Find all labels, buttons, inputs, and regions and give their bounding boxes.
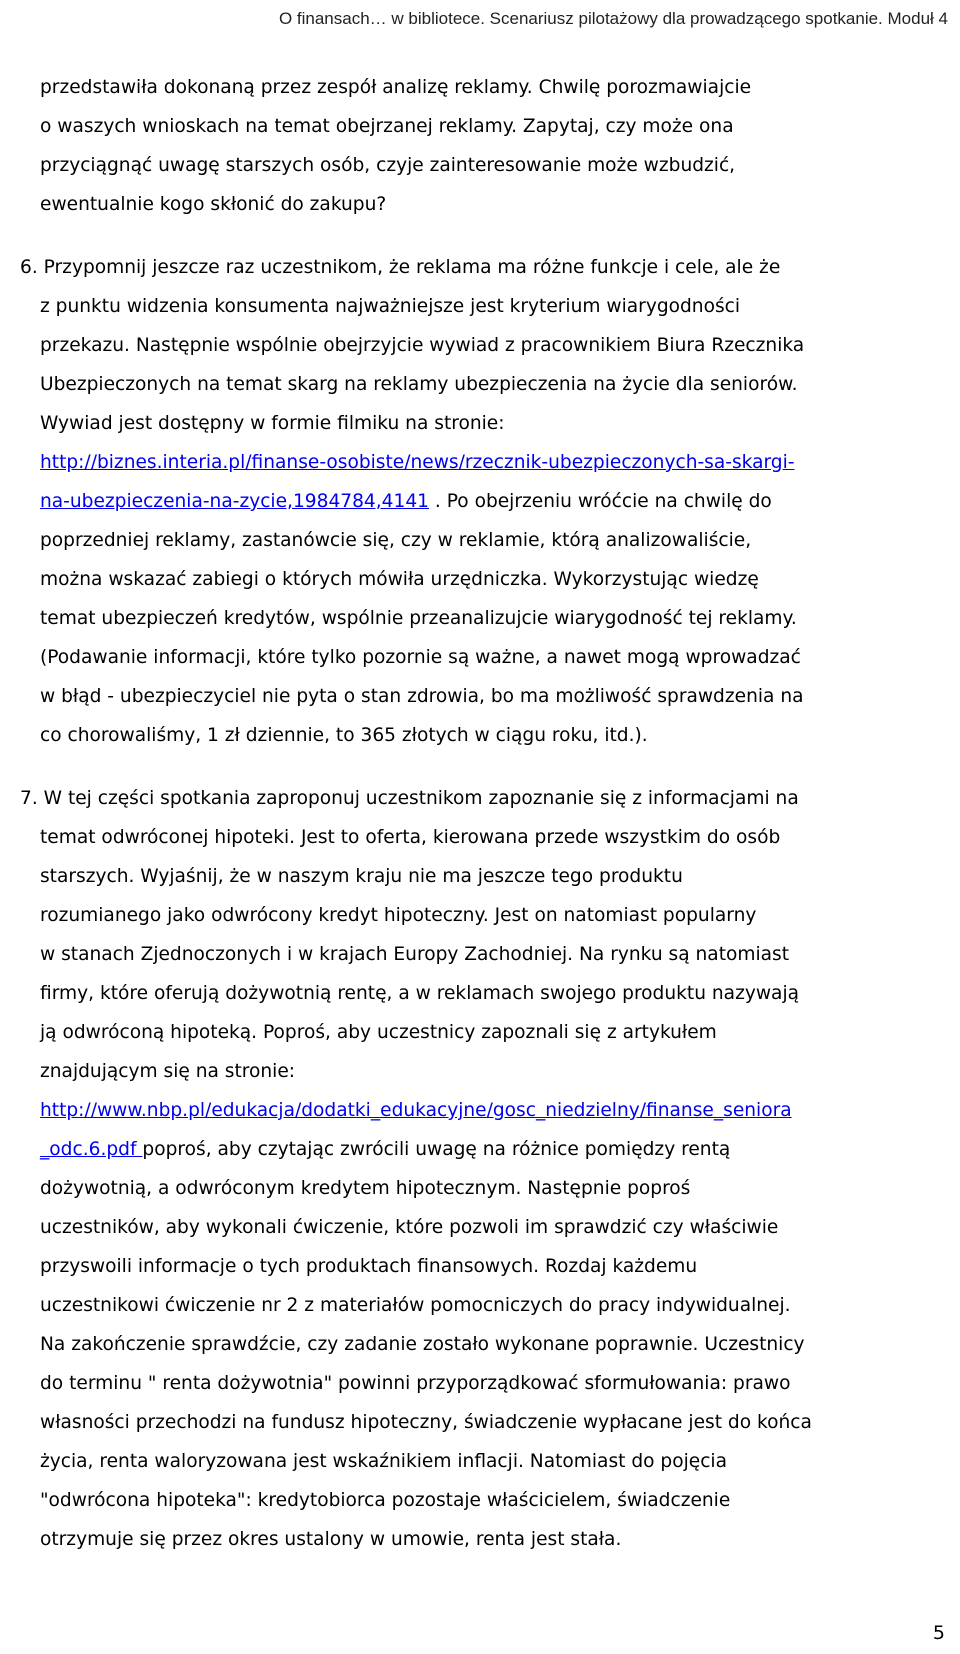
text-line: Ubezpieczonych na temat skarg na reklamy ubezpieczenia na życie dla seniorów. [40, 374, 798, 395]
text-line: temat ubezpieczeń kredytów, wspólnie przeanalizujcie wiarygodność tej reklamy. [40, 608, 797, 629]
interview-link-continued[interactable]: na-ubezpieczenia-na-zycie,1984784,4141 [40, 491, 429, 512]
text-line: Wywiad jest dostępny w formie filmiku na stronie: [40, 413, 505, 434]
text-line: ją odwróconą hipoteką. Poproś, aby uczestnicy zapoznali się z artykułem [40, 1022, 717, 1043]
text-line: otrzymuje się przez okres ustalony w umowie, renta jest stała. [40, 1529, 622, 1550]
running-header: O finansach… w bibliotece. Scenariusz pilotażowy dla prowadzącego spotkanie. Moduł 4 [278, 9, 948, 28]
text-line: poprzedniej reklamy, zastanówcie się, czy w reklamie, którą analizowaliście, [40, 530, 752, 551]
text-line: przyswoili informacje o tych produktach finansowych. Rozdaj każdemu [40, 1256, 698, 1277]
text-line: o waszych wnioskach na temat obejrzanej reklamy. Zapytaj, czy może ona [40, 116, 734, 137]
page-number: 5 [932, 1622, 945, 1644]
text-line: "odwrócona hipoteka": kredytobiorca pozostaje właścicielem, świadczenie [40, 1490, 731, 1511]
text-line: w stanach Zjednoczonych i w krajach Europy Zachodniej. Na rynku są natomiast [40, 944, 790, 965]
text-line: z punktu widzenia konsumenta najważniejsze jest kryterium wiarygodności [40, 296, 741, 317]
text-fragment: . Po obejrzeniu wróćcie na chwilę do [429, 491, 772, 512]
text-line: temat odwróconej hipoteki. Jest to oferta, kierowana przede wszystkim do osób [40, 827, 781, 848]
text-line: Na zakończenie sprawdźcie, czy zadanie zostało wykonane poprawnie. Uczestnicy [40, 1334, 805, 1355]
text-line: własności przechodzi na fundusz hipoteczny, świadczenie wypłacane jest do końca [40, 1412, 812, 1433]
article-link-continued[interactable]: _odc.6.pdf [40, 1139, 143, 1160]
text-line: 7. W tej części spotkania zaproponuj uczestnikom zapoznanie się z informacjami na [20, 788, 799, 809]
text-line [40, 490, 772, 514]
text-line: w błąd - ubezpieczyciel nie pyta o stan zdrowia, bo ma możliwość sprawdzenia na [40, 686, 804, 707]
text-line: dożywotnią, a odwróconym kredytem hipotecznym. Następnie poproś [40, 1178, 691, 1199]
text-line: znajdującym się na stronie: [40, 1061, 296, 1082]
text-line: starszych. Wyjaśnij, że w naszym kraju nie ma jeszcze tego produktu [40, 866, 683, 887]
text-line: (Podawanie informacji, które tylko pozornie są ważne, a nawet mogą wprowadzać [40, 647, 801, 668]
text-line: można wskazać zabiegi o których mówiła urzędniczka. Wykorzystując wiedzę [40, 569, 759, 590]
text-line: rozumianego jako odwrócony kredyt hipoteczny. Jest on natomiast popularny [40, 905, 757, 926]
interview-link[interactable]: http://biznes.interia.pl/finanse-osobiste/news/rzecznik-ubezpieczonych-sa-skargi- [40, 452, 795, 473]
text-line: 6. Przypomnij jeszcze raz uczestnikom, że reklama ma różne funkcje i cele, ale że [20, 257, 781, 278]
text-line: uczestnikowi ćwiczenie nr 2 z materiałów pomocniczych do pracy indywidualnej. [40, 1295, 791, 1316]
text-line: przedstawiła dokonaną przez zespół analizę reklamy. Chwilę porozmawiajcie [40, 77, 752, 98]
text-line: firmy, które oferują dożywotnią rentę, a w reklamach swojego produktu nazywają [40, 983, 800, 1004]
article-link[interactable]: http://www.nbp.pl/edukacja/dodatki_edukacyjne/gosc_niedzielny/finanse_seniora [40, 1100, 792, 1121]
article-link-line [40, 1099, 792, 1123]
text-line: przyciągnąć uwagę starszych osób, czyje zainteresowanie może wzbudzić, [40, 155, 736, 176]
text-line: ewentualnie kogo skłonić do zakupu? [40, 194, 387, 215]
text-line: przekazu. Następnie wspólnie obejrzyjcie wywiad z pracownikiem Biura Rzecznika [40, 335, 805, 356]
text-fragment: poproś, aby czytając zwrócili uwagę na różnice pomiędzy rentą [142, 1139, 731, 1160]
interview-link-line [40, 451, 795, 475]
text-line [40, 1138, 730, 1162]
text-line: co chorowaliśmy, 1 zł dziennie, to 365 złotych w ciągu roku, itd.). [40, 725, 648, 746]
text-line: do terminu " renta dożywotnia" powinni przyporządkować sformułowania: prawo [40, 1373, 791, 1394]
text-line: uczestników, aby wykonali ćwiczenie, które pozwoli im sprawdzić czy właściwie [40, 1217, 779, 1238]
text-line: życia, renta waloryzowana jest wskaźnikiem inflacji. Natomiast do pojęcia [40, 1451, 727, 1472]
